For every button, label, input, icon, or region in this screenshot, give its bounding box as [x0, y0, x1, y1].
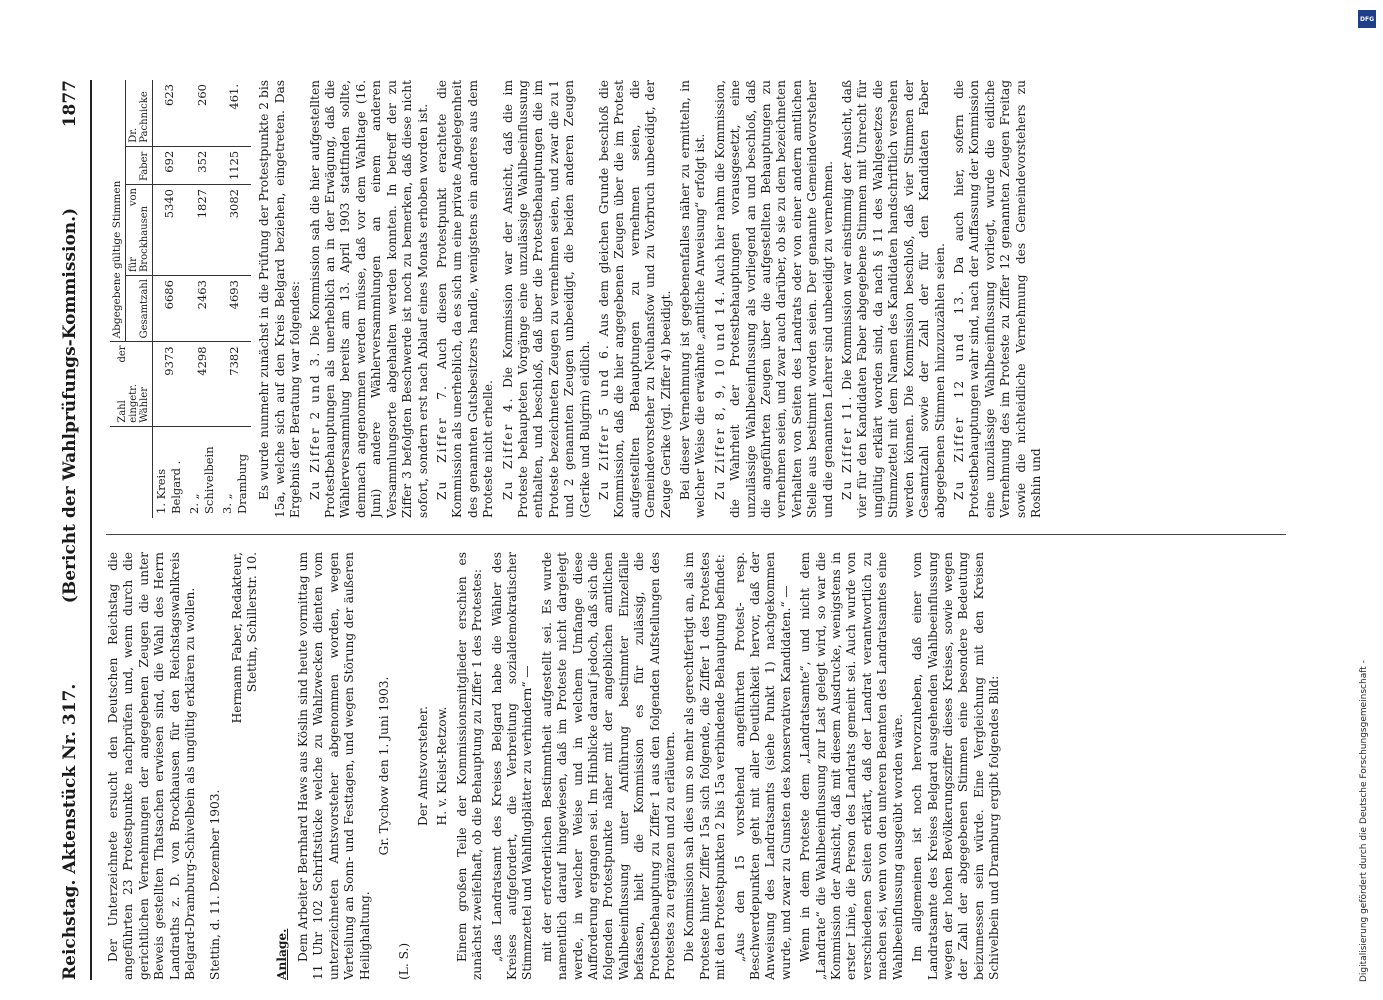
section-title: Zu Ziffer 7.: [434, 384, 449, 500]
section-text: Auch diesen Protestpunkt erachtete die Kommission als unerheblich, da es sich um eine private Angelegenheit des genannten Gutsbesitzers handle, wenigstens ein anderes aus dem Proteste nicht erhelle.: [434, 80, 496, 518]
table-row: [153, 80, 186, 518]
cell-pachnicke: 260: [186, 80, 219, 146]
paragraph: Bei dieser Vernehmung ist gegebenenfalles näher zu ermitteln, in welcher Weise die erwähnte „amtliche Anweisung“ erfolgt ist.: [678, 80, 708, 518]
row-district: „ Schivelbein: [186, 446, 217, 514]
cell-faber: 1125: [219, 146, 252, 184]
office-title: Der Amtsvorsteher.: [415, 705, 430, 827]
cell-pachnicke: 623: [153, 80, 186, 146]
section-heading-anlage: Anlage.: [274, 928, 289, 980]
section-text: Die Kommission war der Ansicht, daß die im Proteste behaupteten Vorgänge eine unzulässige Wahlbeeinflussung enthalten, und beschloß, daß über die Protestbehauptungen die im Proteste bezeichneten Zeugen zu vernehmen seien, und zwar die zu 1 und 2 genannten Zeugen unbeeidigt, die beiden anderen Zeugen (Gerike und Bulgrin) eidlich.: [500, 80, 592, 518]
paragraph: Im allgemeinen ist noch hervorzuheben, daß einer vom Landratsamte des Kreises Belgard ausgehenden Wahlbeeinflussung wegen der hohen Bevölkerungsziffer dieses Kreises, sowie wegen der Zahl der abgegebenen Stimmen eine besondere Bedeutung beizumessen sein würde. Eine Vergleichung mit den Kreisen Schivelbein und Dramburg ergibt folgendes Bild:: [910, 552, 1002, 980]
quotation: „das Landratsamt des Kreises Belgard habe die Wähler des Kreises aufgefordert, die Verbreitung sozialdemokratischer Stimmzettel und Wahlflugblätter zu verhindern“ —: [489, 552, 535, 980]
cell-faber: 352: [186, 146, 219, 184]
section-title: Zu Ziffer 8, 9, 10 und 14.: [712, 289, 727, 500]
table-header-total: Gesamtzahl: [126, 276, 153, 342]
table-row: [219, 80, 252, 518]
paragraph: Wenn in dem Proteste dem „Landratsamte“, und nicht dem „Landrate“ die Wahlbeeinflussung zur Last gelegt wird, so war die Kommission der Ansicht, daß mit diesem Ausdrucke, wenigstens in erster Linie, die Person des Landrats gemeint sei. Auch wurde von verschiedenen Seiten erklärt, daß der Landrat verantwortlich zu machen sei, wenn von den unteren Beamten des Landratsamtes eine Wahlbeeinflussung ausgeübt worden wäre.: [798, 552, 905, 980]
cell-total: 2463: [186, 276, 219, 342]
place-date-line: Gr. Tychow den 1. Juni 1903.: [377, 676, 392, 856]
votes-table: [110, 80, 251, 518]
section-title: Zu Ziffer 12 und 13.: [951, 289, 966, 500]
section-text: Da auch hier, sofern die Protestbehauptungen wahr sind, nach der Auffassung der Kommission eine unzulässige Wahlbeeinflussung vorliegt, wurde die eidliche Vernehmung des im Proteste zu Ziffer 12 genannten Zeugen Freitag sowie die nichteidliche Vernehmung des Gemeindevorstehers zu Roshin und: [951, 80, 1043, 518]
digitization-credit: Digitalisierung gefördert durch die Deutsche Forschungsgemeinschaft -: [1359, 660, 1369, 982]
dfg-logo-icon: DFG: [1358, 10, 1376, 28]
row-number: 2.: [186, 503, 201, 514]
paragraph: mit der erforderlichen Bestimmtheit aufgestellt sei. Es wurde namentlich darauf hingewiesen, daß im Proteste nicht dargelegt werde, in welcher Weise und in welchem Umfange diese Aufforderung ergangen sei. Im Hinblicke darauf jedoch, daß sich die folgenden Protestpunkte näher mit der angeblichen amtlichen Wahlbeeinflussung unter Anführung bestimmter Einzelfälle befassen, hielt die Kommission es für zulässig, die Protestbehauptung zu Ziffer 1 aus den folgenden Aufstellungen des Protestes zu ergänzen und zu erläutern.: [539, 552, 677, 980]
page-number: 1877: [60, 80, 80, 128]
signature-address: Stettin, Schillerstr. 10.: [245, 552, 260, 693]
section-text: Aus dem gleichen Grunde beschloß die Kommission, daß die hier angegebenen Zeugen über die im Protest aufgestellten Behauptungen zu vernehmen seien, die Gemeindevorsteher zu Neuhansfow und zu Vorbruch unbeeidigt, der Zeuge Gerike (vgl. Ziffer 4) beeidigt.: [596, 80, 673, 518]
table-header-brockhausen: für von Brockhausen: [126, 185, 153, 276]
header-left: Reichstag. Aktenstück Nr. 317.: [60, 683, 80, 980]
cell-total: 6686: [153, 276, 186, 342]
table-header-faber: Faber: [126, 146, 153, 184]
table-header-voters: Zahl der eingetr. Wähler: [110, 342, 153, 426]
seal-mark: (L. S.): [396, 942, 411, 980]
cell-voters: 7382: [219, 342, 252, 426]
paragraph: Es wurde nunmehr zunächst in die Prüfung der Protestpunkte 2 bis 15a, welche sich auf den Kreis Belgard beziehen, eingetreten. Das Ergebnis der Beratung war folgendes:: [257, 80, 303, 518]
paragraph: Dem Arbeiter Bernhard Haws aus Köslin sind heute vormittag um 11 Uhr 102 Schriftstücke welche zu Wahlzwecken dienten vom unterzeichneten Amtsvorsteher abgenommen worden, wegen Verteilung an Sonn- und Festtagen, und wegen Störung der äußeren Heilighaltung.: [296, 552, 372, 980]
column-divider: [106, 534, 1286, 535]
digitization-credit-strip: [1355, 10, 1379, 990]
row-number: 3.: [219, 503, 234, 514]
row-district: „ Dramburg: [219, 453, 250, 514]
section-text: Die Kommission war einstimmig der Ansicht, daß vier für den Kandidaten Faber abgegebene Stimmen mit Unrecht für ungültig erklärt worden sind, da nach § 11 des Wahlgesetzes die Stimmzettel mit dem Namen des Kandidaten handschriftlich versehen werden können. Die Kommission beschloß, daß vier Stimmen der Gesamtzahl sowie der Zahl der für den Kandidaten Faber abgegebenen Stimmen hinzuzuzählen seien.: [840, 80, 947, 518]
cell-brockhausen: 3082: [219, 185, 252, 276]
paragraph: Der Unterzeichnete ersucht den Deutschen Reichstag die angeführten 23 Protestpunkte nachprüfen und, wenn durch die gerichtlichen Vernehmungen der angegebenen Zeugen die unter Beweis gestellten Thatsachen erwiesen sind, die Wahl des Herrn Landraths z. D. von Brockhausen für den Reichstagswahlkreis Belgard-Dramburg-Schivelbein als ungültig erklären zu wollen.: [106, 552, 198, 980]
paragraph: Einem großen Teile der Kommissionsmitglieder erschien es zunächst zweifelhaft, ob die Behauptung zu Ziffer 1 des Protestes:: [454, 552, 485, 980]
quotation: „Aus den 15 vorstehend angeführten Protest- resp. Beschwerdepunkten geht mit aller Deutlichkeit hervor, daß der Anweisung des Landratsamts (siehe Punkt 1) nachgekommen wurde, und zwar zu Gunsten des konservativen Kandidaten.“ —: [732, 552, 793, 980]
section-title: Zu Ziffer 2 und 3.: [307, 350, 322, 500]
cell-voters: 4298: [186, 342, 219, 426]
header-center: (Bericht der Wahlprüfungs-Kommission.): [60, 207, 80, 604]
signature-name: Hermann Faber, Redakteur,: [229, 552, 244, 724]
cell-faber: 692: [153, 146, 186, 184]
section-title: Zu Ziffer 4.: [500, 396, 515, 500]
right-column: [106, 80, 1286, 518]
official-name: H. v. Kleist-Retzow.: [435, 706, 450, 826]
left-column: [106, 552, 1286, 980]
section-text: Die Kommission sah die hier aufgestellten Protestbehauptungen als unerheblich an in der Erwägung, daß die Wählerversammlung bereits am 13. April 1903 stattfinden sollte, demnach angenommen werden müsse, daß vor dem Wahltage (16. Juni) andere Wählerversammlungen an einem anderen Versammlungsorte abgehalten werden konnten. In betreff der zu Ziffer 3 befolgten Beschwerde ist noch zu bemerken, daß diese nicht sofort, sondern erst nach Ablauf eines Monats erhoben worden ist.: [307, 80, 430, 518]
table-header-group: Abgegebene gültige Stimmen: [110, 80, 126, 342]
date-line: Stettin, d. 11. Dezember 1903.: [208, 789, 223, 980]
row-number: 1.: [154, 503, 168, 514]
table-row: [186, 80, 219, 518]
section-title: Zu Ziffer 5 und 6.: [596, 343, 611, 500]
cell-brockhausen: 5340: [153, 185, 186, 276]
rotated-document-page: [50, 80, 1310, 980]
paragraph: Die Kommission sah dies um so mehr als gerechtfertigt an, als im Proteste hinter Ziffer 15a sich folgende, die Ziffer 1 des Protestes mit den Protestpunkten 2 bis 15a verbindende Behauptung befindet:: [682, 552, 728, 980]
table-header-district: [110, 426, 153, 518]
page-header: [50, 80, 92, 980]
table-header-pachnicke: Dr. Pachnicke: [126, 80, 153, 146]
cell-total: 4693: [219, 276, 252, 342]
section-text: Auch hier nahm die Kommission, die Wahrheit der Protestbehauptungen vorausgesetzt, eine unzulässige Wahlbeeinflussung als vorliegend an und beschloß, daß die angeführten Zeugen über die aufgestellten Behauptungen zu vernehmen seien, und zwar auch darüber, ob sie zu dem bezeichneten Verhalten von Seiten des Landrats oder von einer andern amtlichen Stelle aus bestimmt worden seien. Der genannte Gemeindevorsteher und die genannten Lehrer sind unbeeidigt zu vernehmen.: [712, 80, 835, 518]
section-title: Zu Ziffer 11.: [840, 394, 855, 500]
cell-brockhausen: 1827: [186, 185, 219, 276]
row-district: Kreis Belgard .: [154, 460, 184, 514]
cell-pachnicke: 461.: [219, 80, 252, 146]
cell-voters: 9373: [153, 342, 186, 426]
